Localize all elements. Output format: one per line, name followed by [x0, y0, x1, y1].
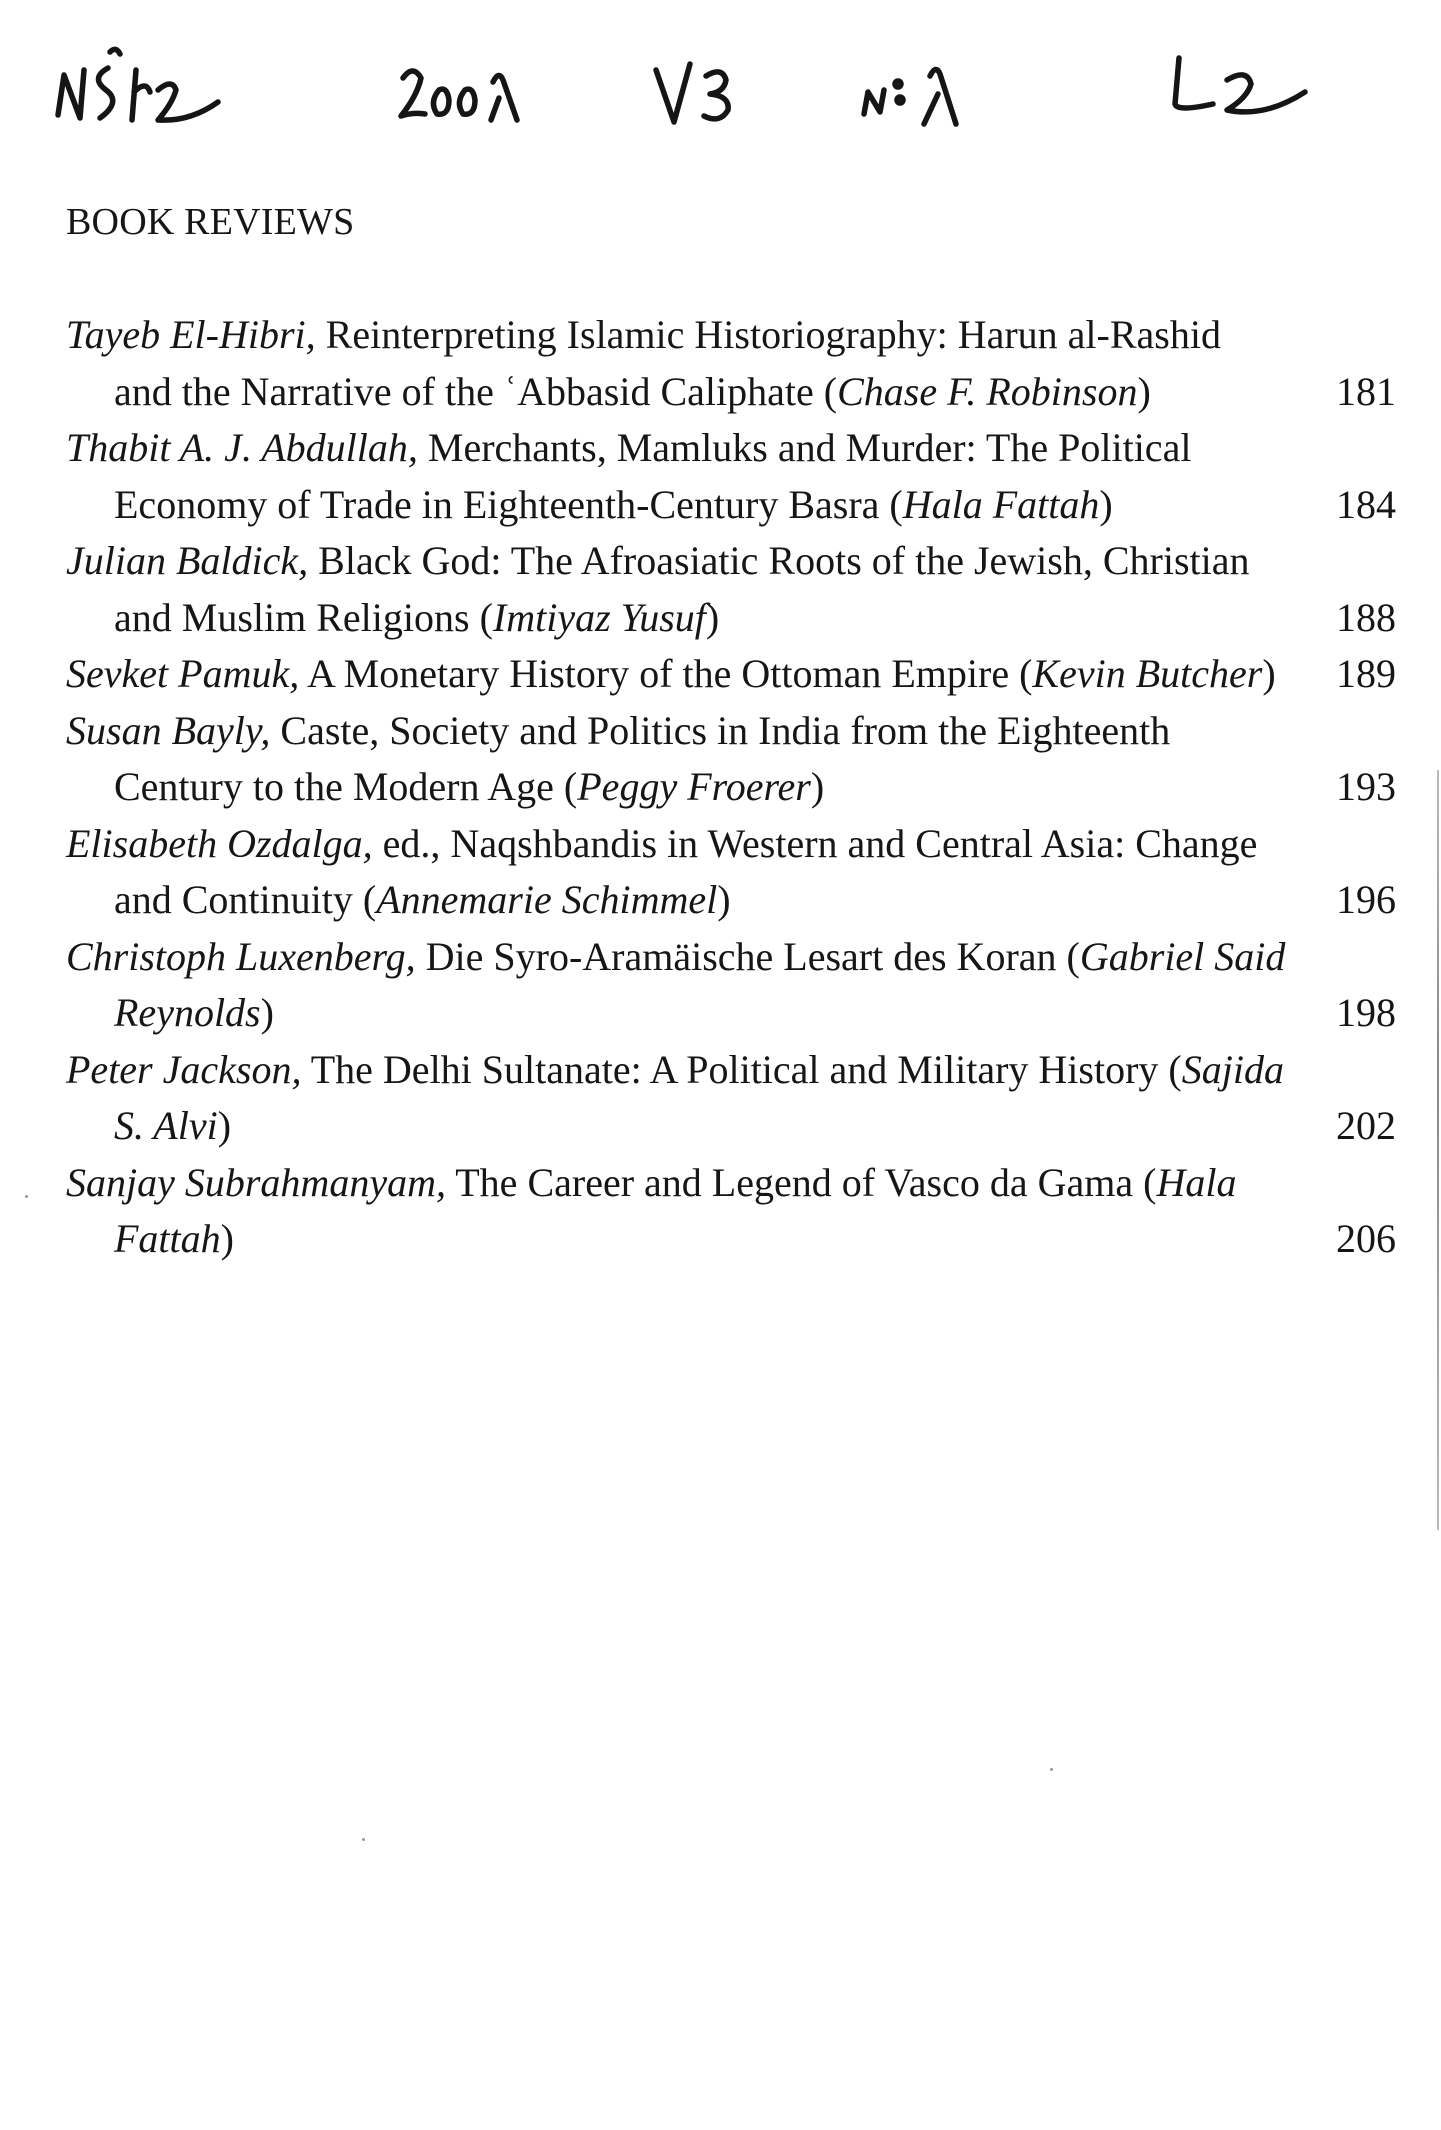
- entry-citation: Peter Jackson, The Delhi Sultanate: A Political and Military History (Sajida S. Alvi): [66, 1046, 1284, 1148]
- entry-reviewer: Kevin Butcher: [1032, 651, 1263, 696]
- entry-reviewer: Sajida S. Alvi: [114, 1046, 1284, 1148]
- entry-citation: Christoph Luxenberg, Die Syro-Aramäische Lesart des Koran (Gabriel Said Reynolds): [66, 933, 1286, 1035]
- entry-author: Sevket Pamuk,: [66, 651, 300, 696]
- entry-title: Caste, Society and Politics in India from the Eighteenth Century to the Modern Age: [114, 707, 1171, 809]
- shelf-mark-1-text: [0, 40, 1, 41]
- entry-citation: Tayeb El-Hibri, Reinterpreting Islamic Historiography: Harun al-Rashid and the Narrative of the ʿAbbasid Caliphate (Chase F. Robinson): [66, 312, 1221, 414]
- review-entry: [66, 703, 1396, 816]
- entry-author: Peter Jackson,: [66, 1046, 302, 1092]
- entry-reviewer: Gabriel Said Reynolds: [114, 933, 1286, 1035]
- handwritten-annotations: [0, 40, 1441, 150]
- entry-reviewer: Imtiyaz Yusuf: [492, 594, 706, 640]
- review-entry: [66, 646, 1396, 703]
- entry-title: Merchants, Mamluks and Murder: The Political Economy of Trade in Eighteenth-Century Basra: [114, 425, 1192, 527]
- entry-page-number: 188: [1336, 594, 1396, 640]
- entry-title: Black God: The Afroasiatic Roots of the Jewish, Christian and Muslim Religions: [114, 538, 1250, 640]
- year-mark: [395, 40, 535, 150]
- entry-title: Die Syro-Aramäische Lesart des Koran: [425, 933, 1057, 979]
- entry-author: Tayeb El-Hibri,: [66, 312, 316, 357]
- review-entry: [66, 420, 1396, 533]
- scan-speck: [362, 1838, 365, 1841]
- entry-page-number: 181: [1336, 368, 1396, 414]
- entry-citation: Elisabeth Ozdalga, ed., Naqshbandis in Western and Central Asia: Change and Continuity (Annemarie Schimmel): [66, 820, 1258, 922]
- entry-page-number: 193: [1336, 764, 1396, 809]
- entry-citation: Sanjay Subrahmanyam, The Career and Legend of Vasco da Gama (Hala Fattah): [66, 1159, 1237, 1261]
- location-mark-text: [0, 40, 1, 41]
- entry-reviewer: Chase F. Robinson: [837, 368, 1138, 414]
- entry-page-number: 184: [1336, 481, 1396, 527]
- volume-mark-text: [0, 40, 1, 41]
- entry-author: Elisabeth Ozdalga,: [66, 820, 373, 866]
- entry-title: ed., Naqshbandis in Western and Central Asia: Change and Continuity: [114, 820, 1258, 922]
- review-entry: [66, 533, 1396, 646]
- shelf-mark-1: [50, 40, 230, 150]
- entry-citation: Sevket Pamuk, A Monetary History of the Ottoman Empire (Kevin Butcher): [66, 651, 1276, 696]
- scan-edge-shadow: [1437, 770, 1439, 1530]
- number-mark-text: [0, 40, 1, 41]
- entry-author: Julian Baldick,: [66, 538, 309, 583]
- entry-author: Thabit A. J. Abdullah,: [66, 425, 418, 470]
- review-entry: [66, 1155, 1396, 1268]
- entry-page-number: 198: [1336, 990, 1396, 1035]
- number-mark: [860, 40, 990, 150]
- entry-reviewer: Annemarie Schimmel: [376, 877, 718, 922]
- entry-title: The Career and Legend of Vasco da Gama: [455, 1159, 1134, 1205]
- entry-title: A Monetary History of the Ottoman Empire: [307, 651, 1010, 696]
- entry-title: Reinterpreting Islamic Historiography: Harun al-Rashid and the Narrative of the ʿAbbasid Caliphate: [114, 312, 1221, 414]
- entry-author: Sanjay Subrahmanyam,: [66, 1159, 446, 1205]
- entry-page-number: 202: [1336, 1103, 1396, 1148]
- review-entry: [66, 929, 1396, 1042]
- table-of-contents: [66, 307, 1396, 1268]
- section-heading: BOOK REVIEWS: [66, 201, 355, 243]
- entry-author: Christoph Luxenberg,: [66, 933, 416, 979]
- entry-page-number: 206: [1336, 1216, 1396, 1261]
- entry-citation: Thabit A. J. Abdullah, Merchants, Mamluks and Murder: The Political Economy of Trade in Eighteenth-Century Basra (Hala Fattah): [66, 425, 1192, 527]
- entry-author: Susan Bayly,: [66, 707, 271, 753]
- scan-speck: [25, 1195, 28, 1198]
- location-mark: [1165, 40, 1315, 150]
- volume-mark: [650, 40, 760, 150]
- entry-page-number: 196: [1336, 877, 1396, 922]
- entry-reviewer: Hala Fattah: [902, 481, 1100, 527]
- review-entry: [66, 816, 1396, 929]
- entry-reviewer: Peggy Froerer: [577, 764, 811, 809]
- entry-page-number: 189: [1336, 651, 1396, 696]
- entry-citation: Julian Baldick, Black God: The Afroasiatic Roots of the Jewish, Christian and Muslim Religions (Imtiyaz Yusuf): [66, 538, 1250, 640]
- review-entry: [66, 1042, 1396, 1155]
- scan-speck: [1050, 1768, 1053, 1771]
- entry-title: The Delhi Sultanate: A Political and Military History: [310, 1046, 1159, 1092]
- entry-reviewer: Hala Fattah: [114, 1159, 1237, 1261]
- review-entry: [66, 307, 1396, 420]
- year-mark-text: [0, 40, 1, 41]
- entry-citation: Susan Bayly, Caste, Society and Politics in India from the Eighteenth Century to the Modern Age (Peggy Froerer): [66, 707, 1171, 809]
